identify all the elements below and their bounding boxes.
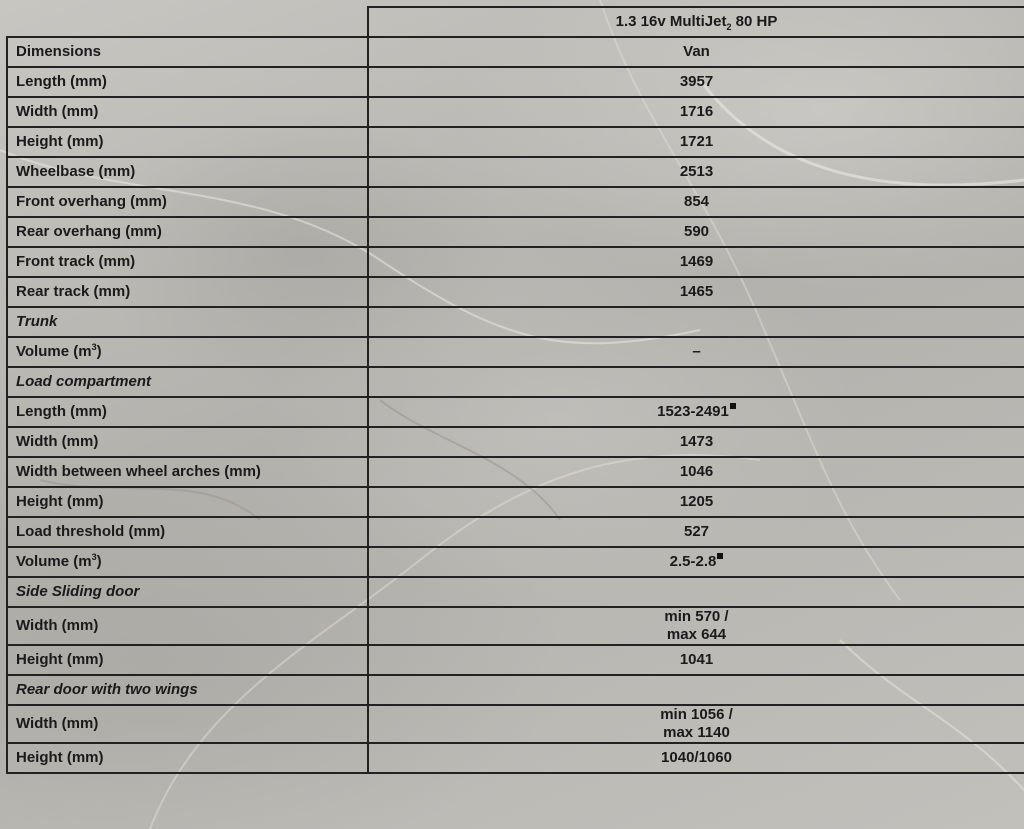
row-value: 1523-2491	[368, 397, 1024, 427]
row-label: Width (mm)	[7, 97, 368, 127]
corner-cell	[7, 7, 368, 37]
row-label: Width between wheel arches (mm)	[7, 457, 368, 487]
row-value: 3957	[368, 67, 1024, 97]
table-row	[7, 97, 1024, 127]
row-value: 1205	[368, 487, 1024, 517]
row-value: 2.5-2.8	[368, 547, 1024, 577]
row-value: 590	[368, 217, 1024, 247]
table-row	[7, 547, 1024, 577]
row-value: 854	[368, 187, 1024, 217]
row-label: Rear overhang (mm)	[7, 217, 368, 247]
row-label: Height (mm)	[7, 645, 368, 675]
row-value: 1465	[368, 277, 1024, 307]
section-row	[7, 367, 1024, 397]
version-header-row	[7, 37, 1024, 67]
row-value: 1716	[368, 97, 1024, 127]
row-label: Front overhang (mm)	[7, 187, 368, 217]
dimensions-table	[6, 6, 1024, 774]
table-row	[7, 127, 1024, 157]
dimensions-heading: Dimensions	[7, 37, 368, 67]
row-value	[368, 577, 1024, 607]
table-row	[7, 457, 1024, 487]
row-value	[368, 307, 1024, 337]
row-label: Volume $(m^3)$	[7, 547, 368, 577]
black-square-icon	[717, 553, 723, 559]
row-label: Length (mm)	[7, 67, 368, 97]
black-square-icon	[730, 403, 736, 409]
row-value: 527	[368, 517, 1024, 547]
table-row	[7, 487, 1024, 517]
row-value: min 1056 / max 1140	[368, 705, 1024, 743]
table-row	[7, 67, 1024, 97]
row-label: Width (mm)	[7, 705, 368, 743]
table-row	[7, 337, 1024, 367]
row-value: 1046	[368, 457, 1024, 487]
table-row	[7, 157, 1024, 187]
engine-header-row	[7, 7, 1024, 37]
row-label: Front track (mm)	[7, 247, 368, 277]
row-value: 1040/1060	[368, 743, 1024, 773]
row-label: Height (mm)	[7, 127, 368, 157]
section-label: Rear door with two wings	[7, 675, 368, 705]
row-value: –	[368, 337, 1024, 367]
table-row	[7, 743, 1024, 773]
row-label: Height (mm)	[7, 743, 368, 773]
row-value: 1469	[368, 247, 1024, 277]
row-label: Wheelbase (mm)	[7, 157, 368, 187]
row-label: Volume $(m^3)$	[7, 337, 368, 367]
table-row	[7, 277, 1024, 307]
row-label: Rear track (mm)	[7, 277, 368, 307]
row-value: 1721	[368, 127, 1024, 157]
row-label: Load threshold (mm)	[7, 517, 368, 547]
row-value: 1473	[368, 427, 1024, 457]
table-row	[7, 517, 1024, 547]
row-value: min 570 / max 644	[368, 607, 1024, 645]
row-value	[368, 367, 1024, 397]
row-label: Length (mm)	[7, 397, 368, 427]
table-row	[7, 217, 1024, 247]
table-row	[7, 705, 1024, 743]
section-row	[7, 577, 1024, 607]
section-label: Trunk	[7, 307, 368, 337]
section-label: Side Sliding door	[7, 577, 368, 607]
engine-header: 1.3 16v MultiJet$_2$ 80 HP	[368, 7, 1024, 37]
row-label: Width (mm)	[7, 427, 368, 457]
table-row	[7, 607, 1024, 645]
row-value	[368, 675, 1024, 705]
table-row	[7, 645, 1024, 675]
row-value: 1041	[368, 645, 1024, 675]
section-row	[7, 675, 1024, 705]
row-value: 2513	[368, 157, 1024, 187]
row-label: Width (mm)	[7, 607, 368, 645]
section-label: Load compartment	[7, 367, 368, 397]
table-row	[7, 187, 1024, 217]
version-heading: Van	[368, 37, 1024, 67]
row-label: Height (mm)	[7, 487, 368, 517]
table-row	[7, 427, 1024, 457]
section-row	[7, 307, 1024, 337]
table-row	[7, 247, 1024, 277]
table-row	[7, 397, 1024, 427]
